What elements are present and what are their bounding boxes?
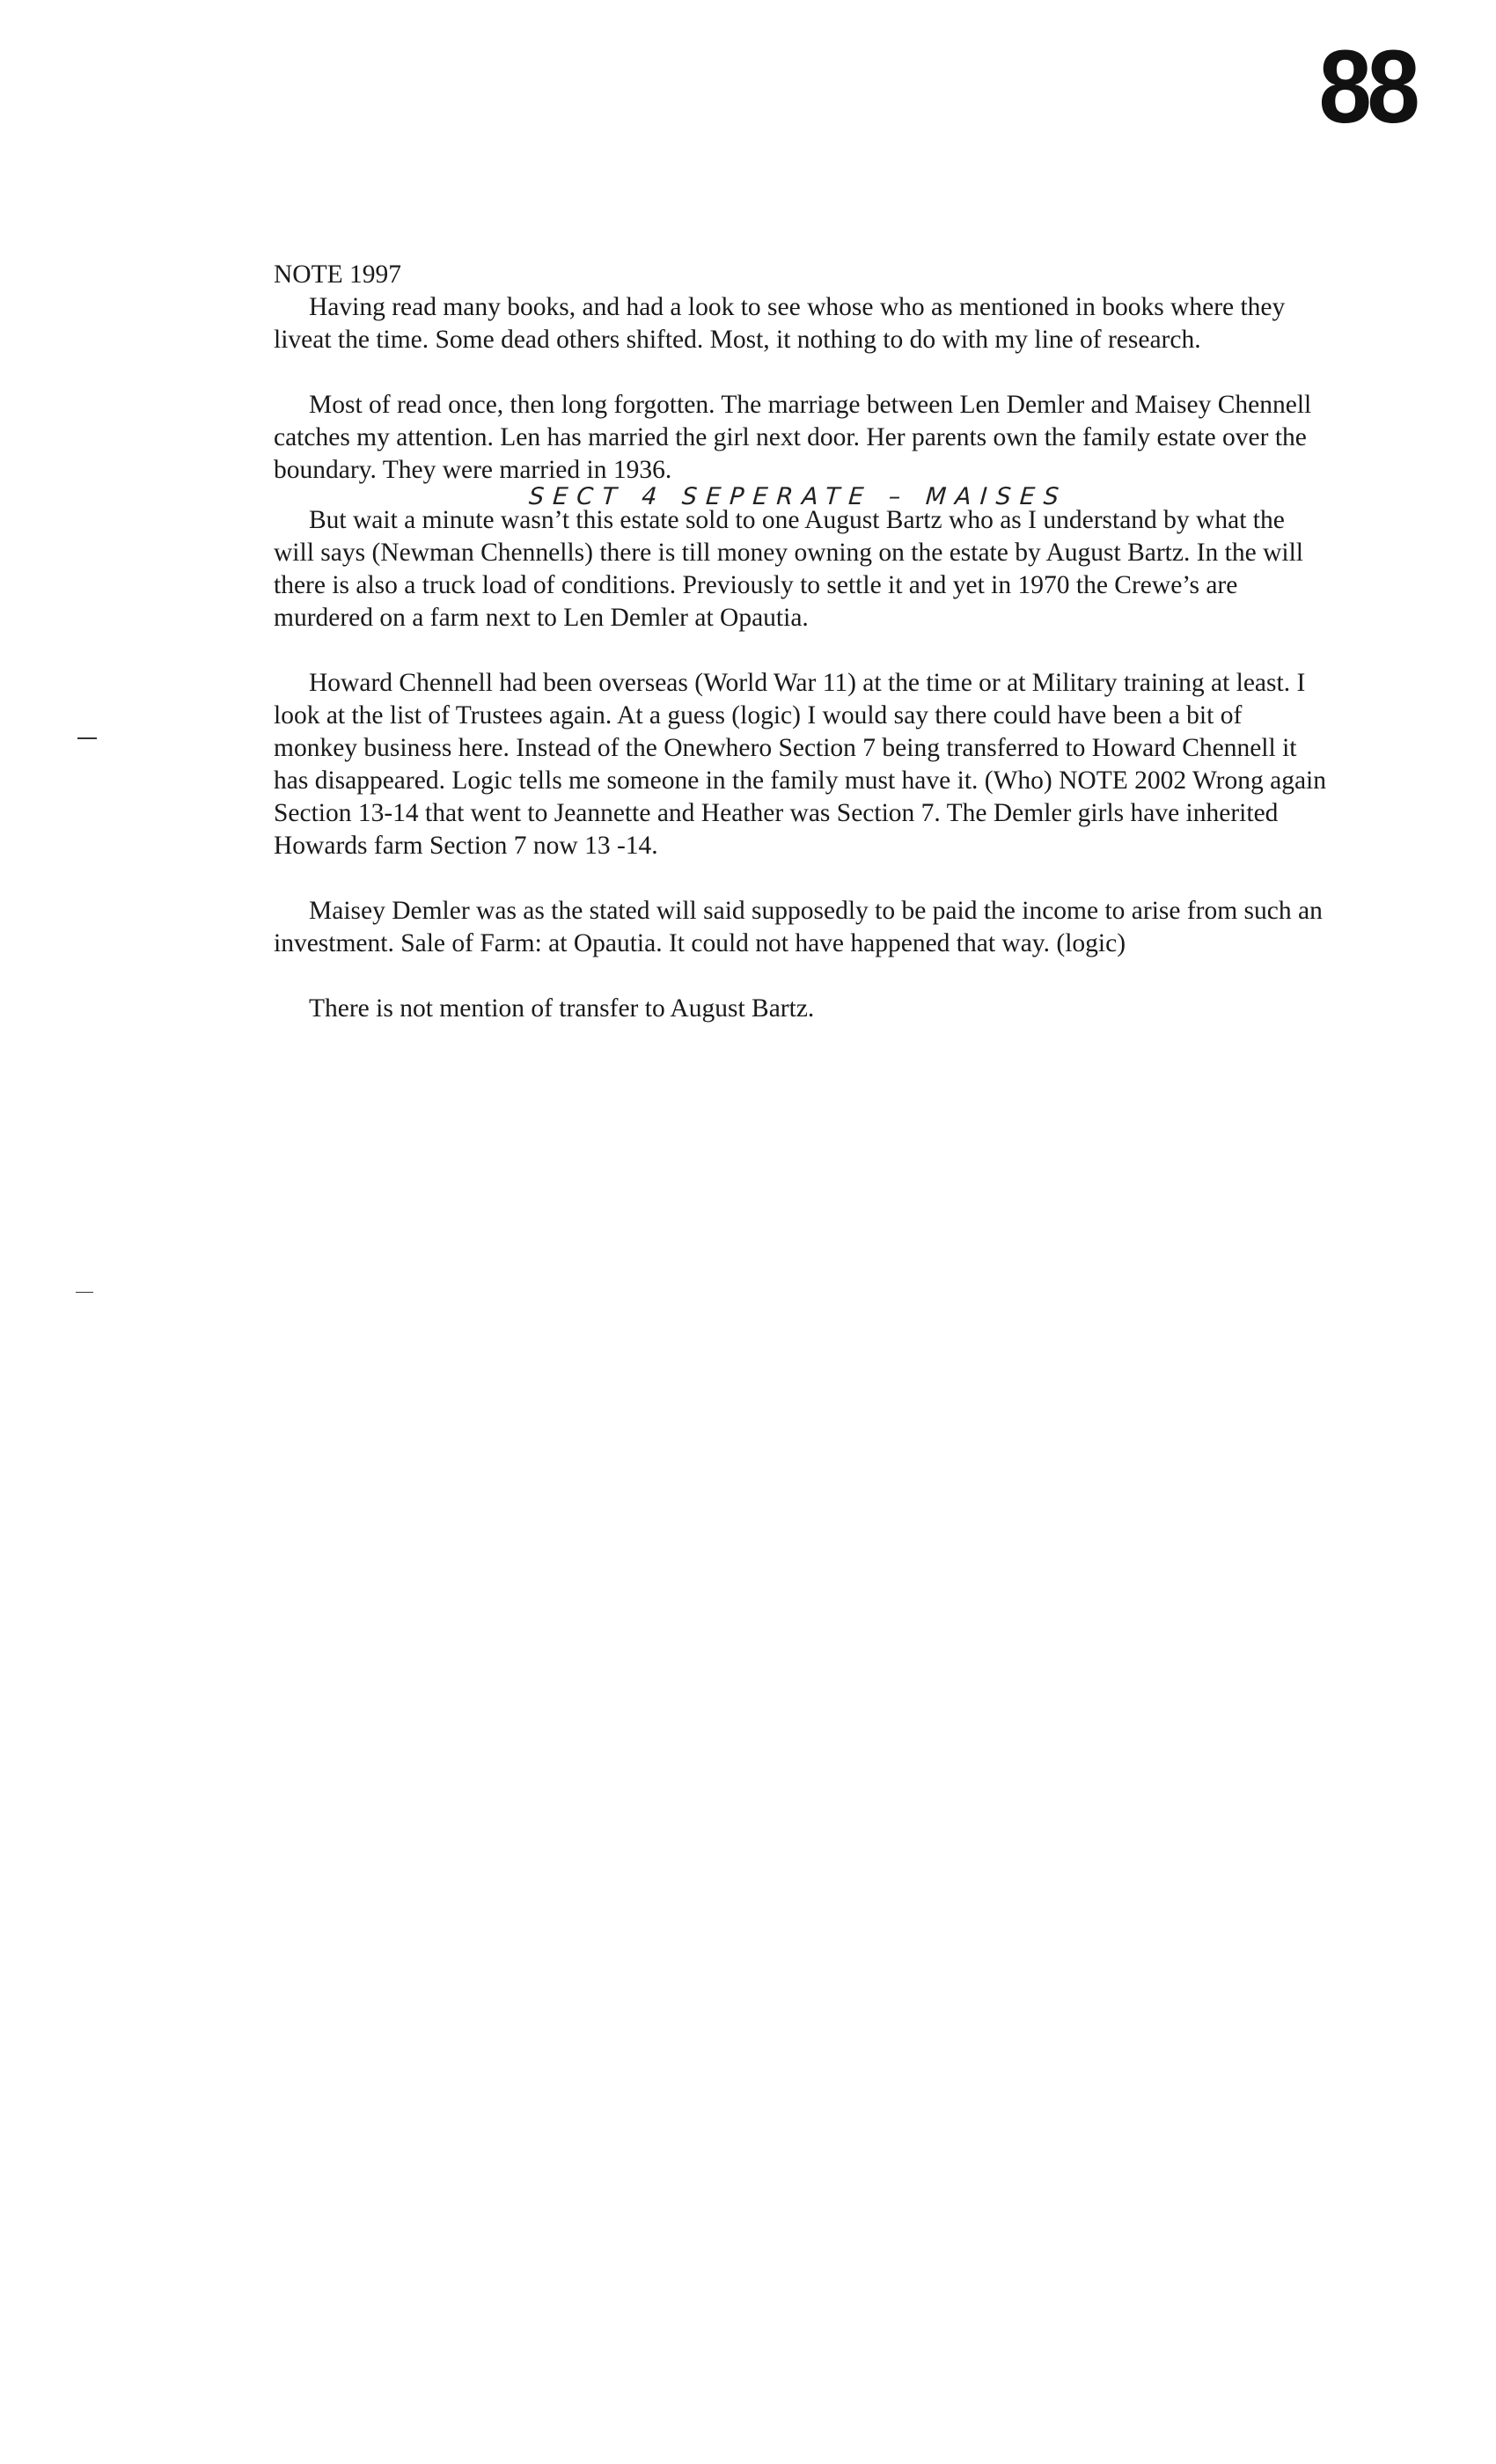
page-number: 88 (1318, 29, 1415, 145)
paragraph-2: Most of read once, then long forgotten. The marriage between Len Demler and Maisey Chennell catches my attention. Len has married the girl next door. Her parents own the family estate over the boundary. They were married in 1936. (274, 391, 1312, 484)
paragraph-1: Having read many books, and had a look to see whose who as mentioned in books where they liveat the time. Some dead others shifted. Most, it nothing to do with my line of research. (274, 293, 1286, 354)
paragraph-5: Maisey Demler was as the stated will said supposedly to be paid the income to arise from such an investment. Sale of Farm: at Opautia. It could not have happened that way. (logic) (274, 897, 1323, 957)
paragraph-4: Howard Chennell had been overseas (World War 11) at the time or at Military training at least. I look at the list of Trustees again. At a guess (logic) I would say there could have been a bit of monkey business here. Instead of the Onewhero Section 7 being transferred to Howard Chennell it has disappeared. Logic tells me someone in the family must have it. (Who) NOTE 2002 Wrong again Section 13-14 that went to Jeannette and Heather was Section 7. The Demler girls have inherited Howards farm Section 7 now 13 -14. (274, 669, 1326, 860)
margin-mark (77, 737, 97, 739)
margin-mark (76, 1292, 93, 1293)
paragraph-3: But wait a minute wasn’t this estate sold to one August Bartz who as I understand by what the will says (Newman Chennells) there is till money owning on the estate by August Bartz. In the will there is also a truck load of conditions. Previously to settle it and yet in 1970 the Crewe’s are murdered on a farm next to Len Demler at Opautia. (274, 506, 1303, 632)
paragraph-6: There is not mention of transfer to August Bartz. (309, 994, 815, 1023)
note-heading: NOTE 1997 (274, 260, 402, 289)
handwritten-annotation: SECT 4 SEPERATE – MAISES (527, 483, 1069, 510)
document-body (274, 259, 1330, 1058)
